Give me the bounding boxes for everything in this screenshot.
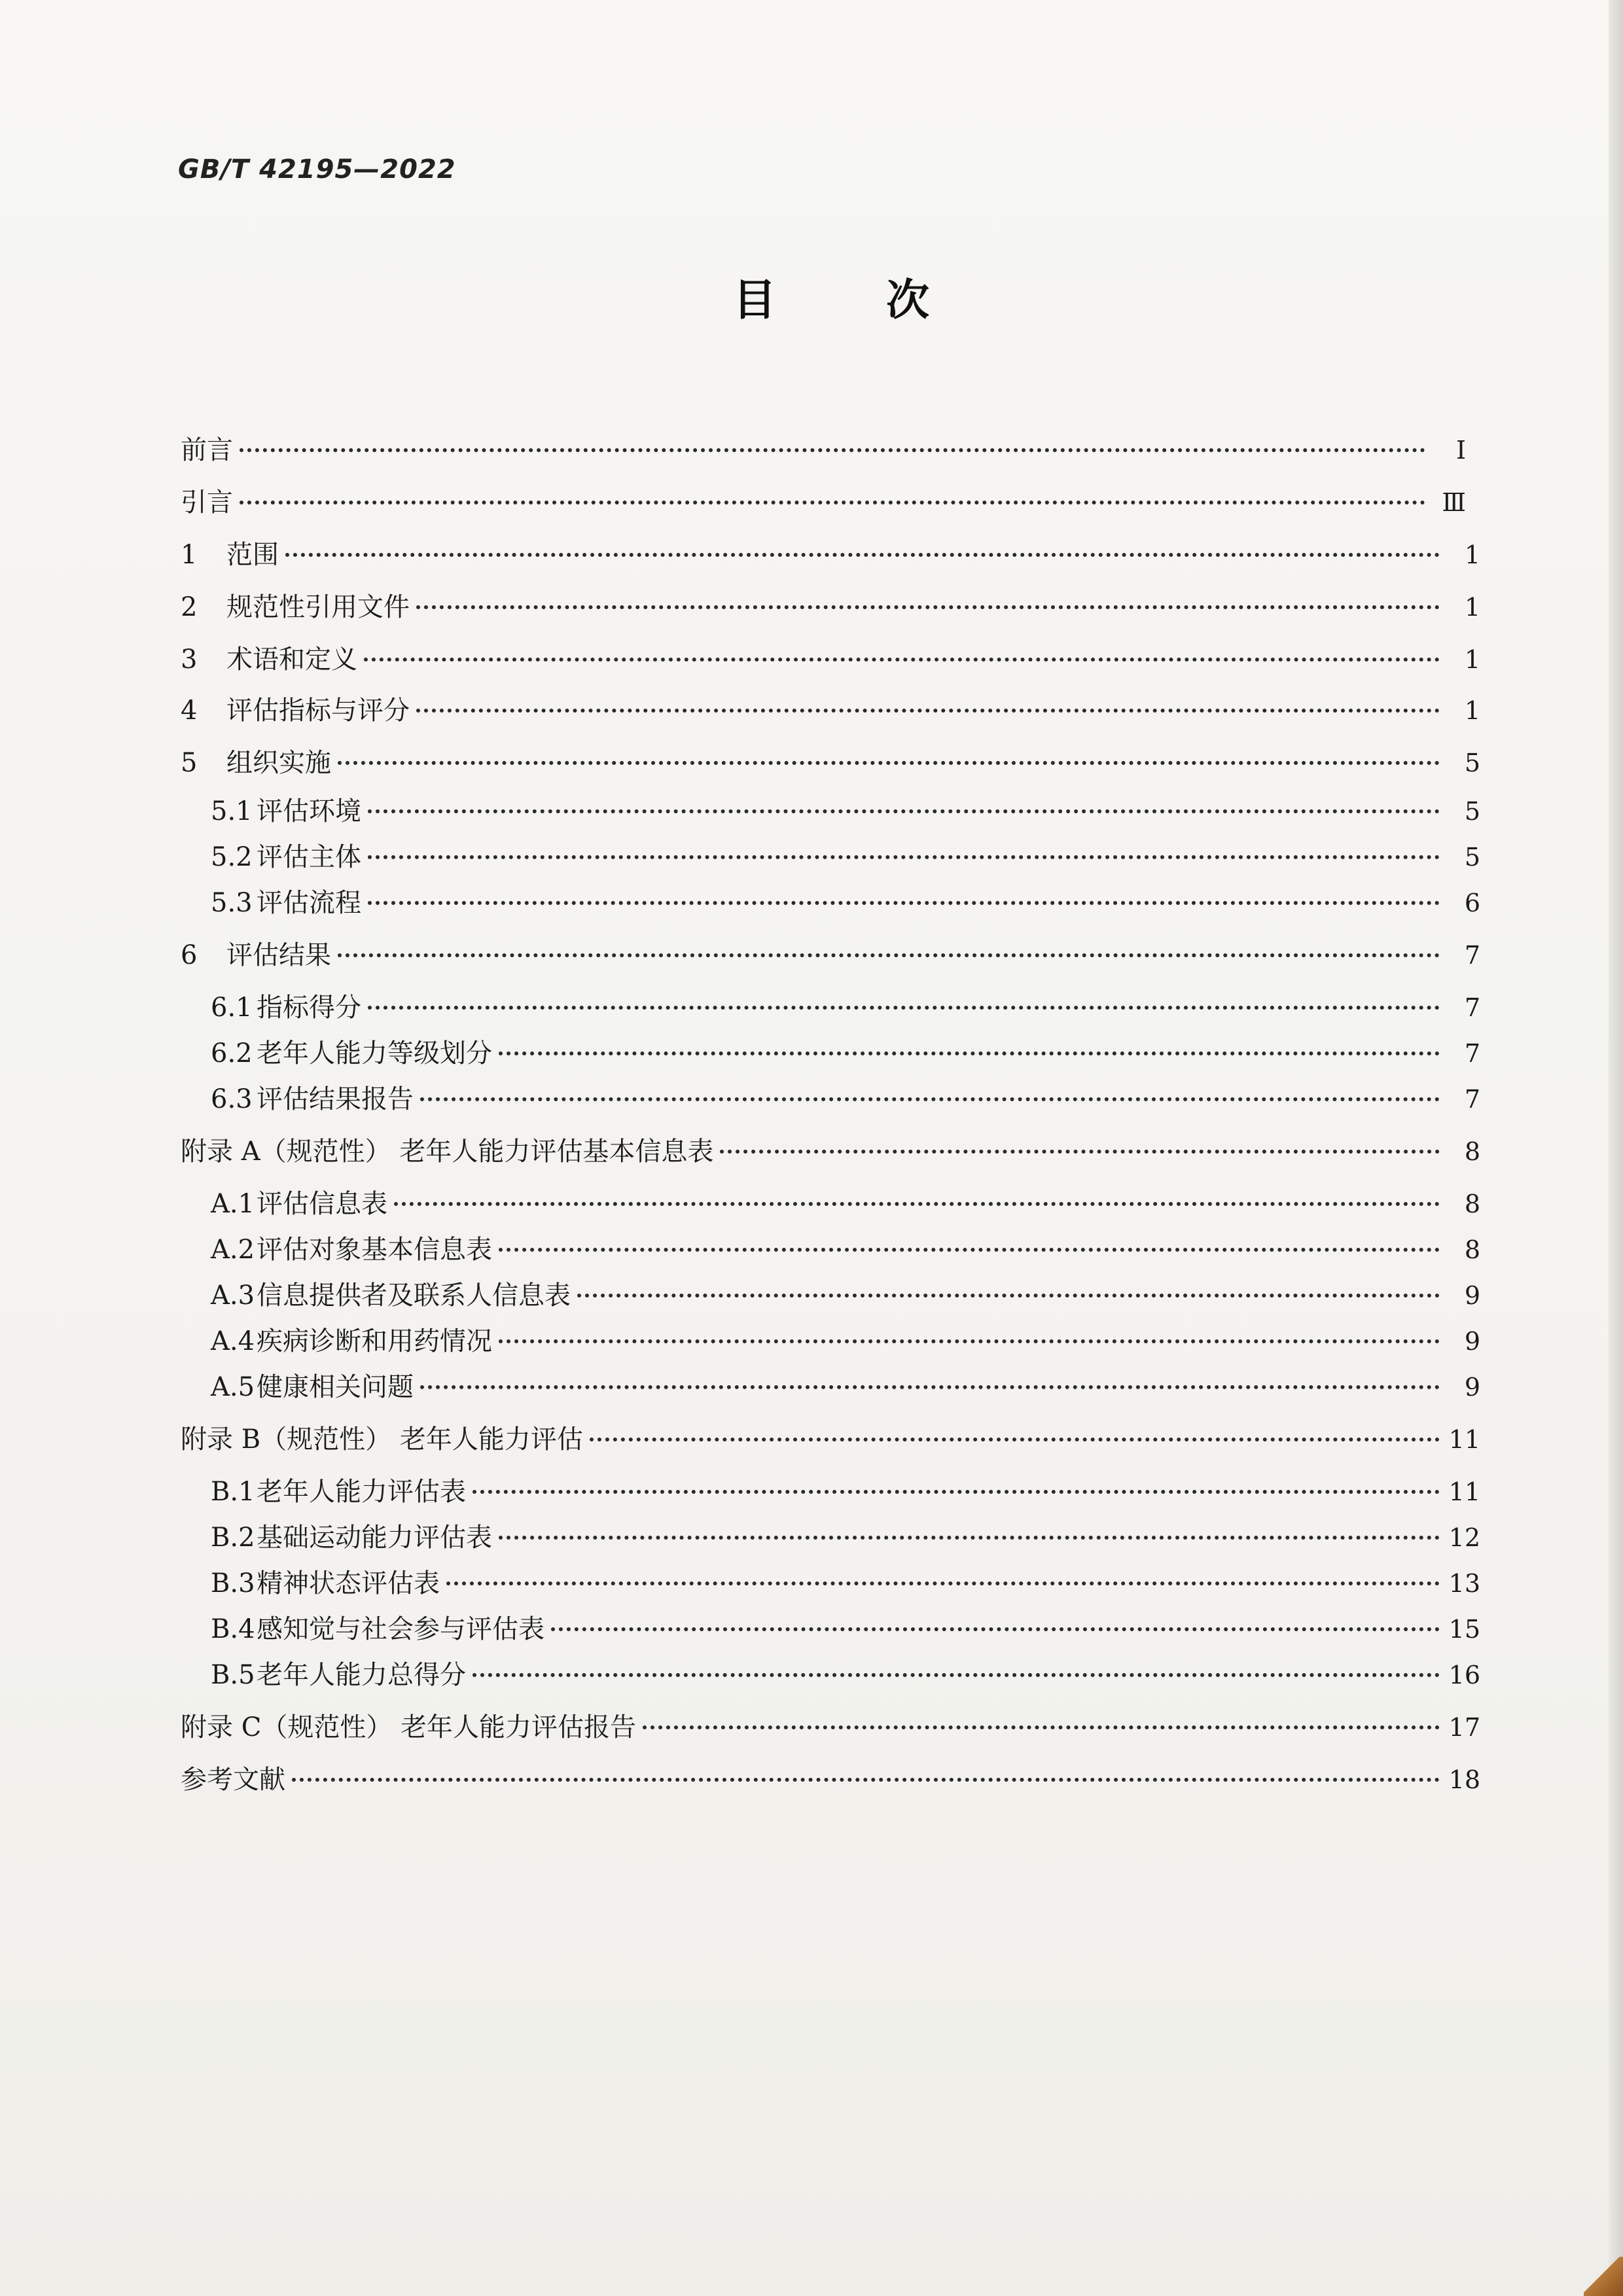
toc-entry-number: A.3 [211, 1280, 255, 1311]
toc-entry-number: A.2 [211, 1235, 255, 1265]
page-edge-shadow [1609, 0, 1623, 2296]
toc-entry-title: 健康相关问题 [257, 1372, 414, 1402]
toc-entry-label-group [181, 1133, 720, 1170]
toc-page-number: 13 [1448, 1569, 1480, 1598]
toc-entry-number: 6.2 [211, 1038, 253, 1069]
toc-entry [181, 692, 1480, 729]
toc-page-number: 7 [1464, 993, 1480, 1022]
toc-entry-title: 引言 [181, 487, 233, 518]
toc-entry-label-group [181, 937, 338, 974]
toc-entry [181, 641, 1480, 678]
toc-entry-label-group [181, 641, 364, 678]
toc-entry-label-group [181, 1421, 590, 1458]
toc-entry-number: A.1 [211, 1189, 255, 1219]
toc-page-number: 9 [1464, 1281, 1480, 1310]
toc-leader-dots [240, 448, 1425, 452]
toc-entry-label-group [211, 885, 368, 921]
toc-page-number: 5 [1464, 749, 1480, 777]
toc-leader-dots [590, 1438, 1440, 1441]
toc-leader-dots [577, 1294, 1440, 1298]
toc-entry-title: 评估指标与评分 [226, 696, 410, 726]
toc-entry-title: 老年人能力评估表 [257, 1477, 466, 1507]
toc-leader-dots [368, 1006, 1440, 1010]
standard-code: GB/T 42195—2022 [178, 154, 456, 185]
toc-entry-label-group [211, 1657, 473, 1693]
toc-page-number: 8 [1464, 1137, 1480, 1166]
toc-leader-dots [473, 1490, 1440, 1494]
toc-entry-label-group [211, 1565, 446, 1602]
toc-entry-title: 信息提供者及联系人信息表 [257, 1280, 571, 1311]
toc-leader-dots [499, 1536, 1440, 1540]
toc-entry-title: 评估结果 [226, 940, 331, 970]
toc-page-number: 1 [1464, 696, 1480, 725]
toc-entry [211, 1277, 1480, 1314]
page-title [733, 265, 929, 327]
toc-leader-dots [473, 1673, 1440, 1677]
toc-entry-label-group [211, 1474, 473, 1510]
toc-leader-dots [499, 1248, 1440, 1252]
toc-leader-dots [338, 761, 1440, 765]
toc-entry-number: B.4 [211, 1614, 255, 1644]
toc-entry [211, 793, 1480, 830]
toc-entry-title: 感知觉与社会参与评估表 [257, 1614, 544, 1644]
toc-leader-dots [416, 709, 1440, 713]
toc-page-number: 18 [1448, 1765, 1480, 1794]
toc-entry-label-group [211, 1611, 551, 1648]
toc-page-number: 1 [1464, 645, 1480, 674]
toc-page-number: 7 [1464, 1085, 1480, 1114]
toc-entry-number: 2 [181, 592, 198, 622]
toc-entry-number: 6.1 [211, 993, 253, 1023]
toc-page-number: 6 [1464, 889, 1480, 917]
toc-entry-title: 精神状态评估表 [257, 1568, 440, 1598]
toc-entry [181, 537, 1480, 573]
toc-entry-label-group [211, 839, 368, 875]
toc-entry-number: 5.1 [211, 796, 253, 826]
toc-entry-number: 5 [181, 748, 198, 778]
toc-entry [211, 1611, 1480, 1648]
toc-entry-label-group [181, 537, 285, 573]
toc-leader-dots [416, 605, 1440, 609]
toc-page-number: 8 [1464, 1235, 1480, 1264]
toc-entry [181, 1761, 1480, 1798]
toc-page-number: 11 [1448, 1425, 1480, 1454]
toc-entry [211, 989, 1480, 1026]
toc-leader-dots [338, 953, 1440, 957]
toc-leader-dots [285, 553, 1440, 557]
toc-entry-label-group [211, 1186, 394, 1222]
toc-page-number: 1 [1464, 593, 1480, 622]
toc-leader-dots [368, 901, 1440, 905]
toc-entry [181, 589, 1480, 626]
toc-entry [211, 839, 1480, 875]
toc-entry-title: 老年人能力总得分 [257, 1660, 466, 1690]
toc-page-number: 7 [1464, 1039, 1480, 1068]
toc-entry [211, 885, 1480, 921]
toc-entry [211, 1565, 1480, 1602]
toc-entry-label-group [181, 1761, 292, 1798]
toc-entry-title: 范围 [226, 540, 279, 570]
toc-page-number: 17 [1448, 1713, 1480, 1742]
toc-entry-label-group [211, 1277, 577, 1314]
toc-entry-label-group [211, 1081, 420, 1118]
toc-entry-title: 附录 C（规范性） 老年人能力评估报告 [181, 1712, 637, 1742]
toc-entry-title: 评估信息表 [257, 1189, 387, 1219]
toc-entry [181, 745, 1480, 781]
toc-entry [181, 432, 1466, 468]
toc-entry-title: 疾病诊断和用药情况 [257, 1326, 492, 1356]
toc-entry-title: 指标得分 [257, 993, 361, 1023]
toc-entry [211, 1186, 1480, 1222]
toc-page-number: 8 [1464, 1190, 1480, 1218]
toc-entry-number: B.1 [211, 1477, 255, 1507]
toc-page-number: 5 [1464, 843, 1480, 872]
toc-entry-number: A.4 [211, 1326, 255, 1356]
toc-page-number: Ⅰ [1455, 436, 1466, 465]
toc-entry-number: B.5 [211, 1660, 255, 1690]
toc-entry [181, 937, 1480, 974]
toc-entry-label-group [211, 793, 368, 830]
toc-entry-title: 附录 B（规范性） 老年人能力评估 [181, 1424, 583, 1455]
toc-leader-dots [292, 1778, 1440, 1782]
toc-entry-title: 前言 [181, 435, 233, 465]
toc-entry-title: 老年人能力等级划分 [257, 1038, 492, 1069]
toc-leader-dots [394, 1202, 1440, 1206]
toc-entry [211, 1231, 1480, 1268]
toc-entry-title: 基础运动能力评估表 [257, 1523, 492, 1553]
toc-leader-dots [551, 1627, 1440, 1631]
page-title-char-2: 次 [886, 275, 929, 325]
toc-entry-title: 评估环境 [257, 796, 361, 826]
toc-leader-dots [499, 1051, 1440, 1055]
toc-page-number: 5 [1464, 797, 1480, 826]
toc-entry [211, 1519, 1480, 1556]
toc-entry [211, 1369, 1480, 1405]
toc-entry-label-group [211, 1231, 499, 1268]
toc-entry [181, 1709, 1480, 1746]
toc-entry-title: 术语和定义 [226, 645, 357, 675]
toc-entry-title: 附录 A（规范性） 老年人能力评估基本信息表 [181, 1137, 714, 1167]
toc-page-number: 1 [1464, 540, 1480, 569]
toc-entry-title: 评估对象基本信息表 [257, 1235, 492, 1265]
toc-entry-label-group [181, 1709, 643, 1746]
toc-page-number: 9 [1464, 1373, 1480, 1402]
toc-leader-dots [446, 1581, 1440, 1585]
toc-entry-title: 评估流程 [257, 888, 361, 918]
toc-entry [181, 484, 1466, 521]
toc-leader-dots [240, 501, 1425, 504]
toc-entry [211, 1081, 1480, 1118]
toc-entry-number: 6.3 [211, 1084, 253, 1114]
toc-entry-label-group [211, 1323, 499, 1360]
toc-entry-number: 4 [181, 696, 198, 726]
toc-page-number: 7 [1464, 941, 1480, 970]
toc-leader-dots [643, 1725, 1440, 1729]
toc-entry-label-group [181, 589, 416, 626]
toc-page-number: 9 [1464, 1327, 1480, 1356]
toc-entry [181, 1133, 1480, 1170]
toc-entry-title: 评估主体 [257, 842, 361, 872]
toc-entry-label-group [181, 484, 240, 521]
toc-entry-title: 规范性引用文件 [226, 592, 410, 622]
toc-page-number: 15 [1448, 1615, 1480, 1644]
toc-page-number: 16 [1448, 1661, 1480, 1689]
toc-leader-dots [420, 1385, 1440, 1389]
toc-entry-label-group [211, 1519, 499, 1556]
toc-entry [211, 1323, 1480, 1360]
toc-leader-dots [499, 1339, 1440, 1343]
toc-entry-number: B.3 [211, 1568, 255, 1598]
toc-entry-label-group [181, 745, 338, 781]
toc-entry-label-group [211, 1369, 420, 1405]
toc-entry [211, 1035, 1480, 1072]
toc-entry-number: 5.2 [211, 842, 253, 872]
toc-page-number: 12 [1448, 1523, 1480, 1552]
toc-entry-number: 5.3 [211, 888, 253, 918]
toc-entry-number: B.2 [211, 1523, 255, 1553]
toc-entry-label-group [181, 692, 416, 729]
toc-leader-dots [364, 658, 1440, 662]
toc-entry-label-group [211, 989, 368, 1026]
toc-entry [211, 1474, 1480, 1510]
toc-leader-dots [420, 1097, 1440, 1101]
toc-page-number: Ⅲ [1442, 488, 1466, 517]
toc-entry-number: 3 [181, 645, 198, 675]
toc-entry [211, 1657, 1480, 1693]
toc-entry-title: 评估结果报告 [257, 1084, 414, 1114]
toc-leader-dots [368, 855, 1440, 859]
toc-page-number: 11 [1448, 1477, 1480, 1506]
toc-entry-number: 6 [181, 940, 198, 970]
toc-entry [181, 1421, 1480, 1458]
toc-entry-number: A.5 [211, 1372, 255, 1402]
toc-entry-label-group [181, 432, 240, 468]
toc-leader-dots [720, 1150, 1440, 1154]
page-title-char-1: 目 [733, 275, 776, 325]
toc-entry-number: 1 [181, 540, 198, 570]
toc-leader-dots [368, 809, 1440, 813]
toc-entry-label-group [211, 1035, 499, 1072]
toc-entry-title: 参考文献 [181, 1765, 285, 1795]
page-corner-mark [1584, 2257, 1623, 2296]
toc-entry-title: 组织实施 [226, 748, 331, 778]
